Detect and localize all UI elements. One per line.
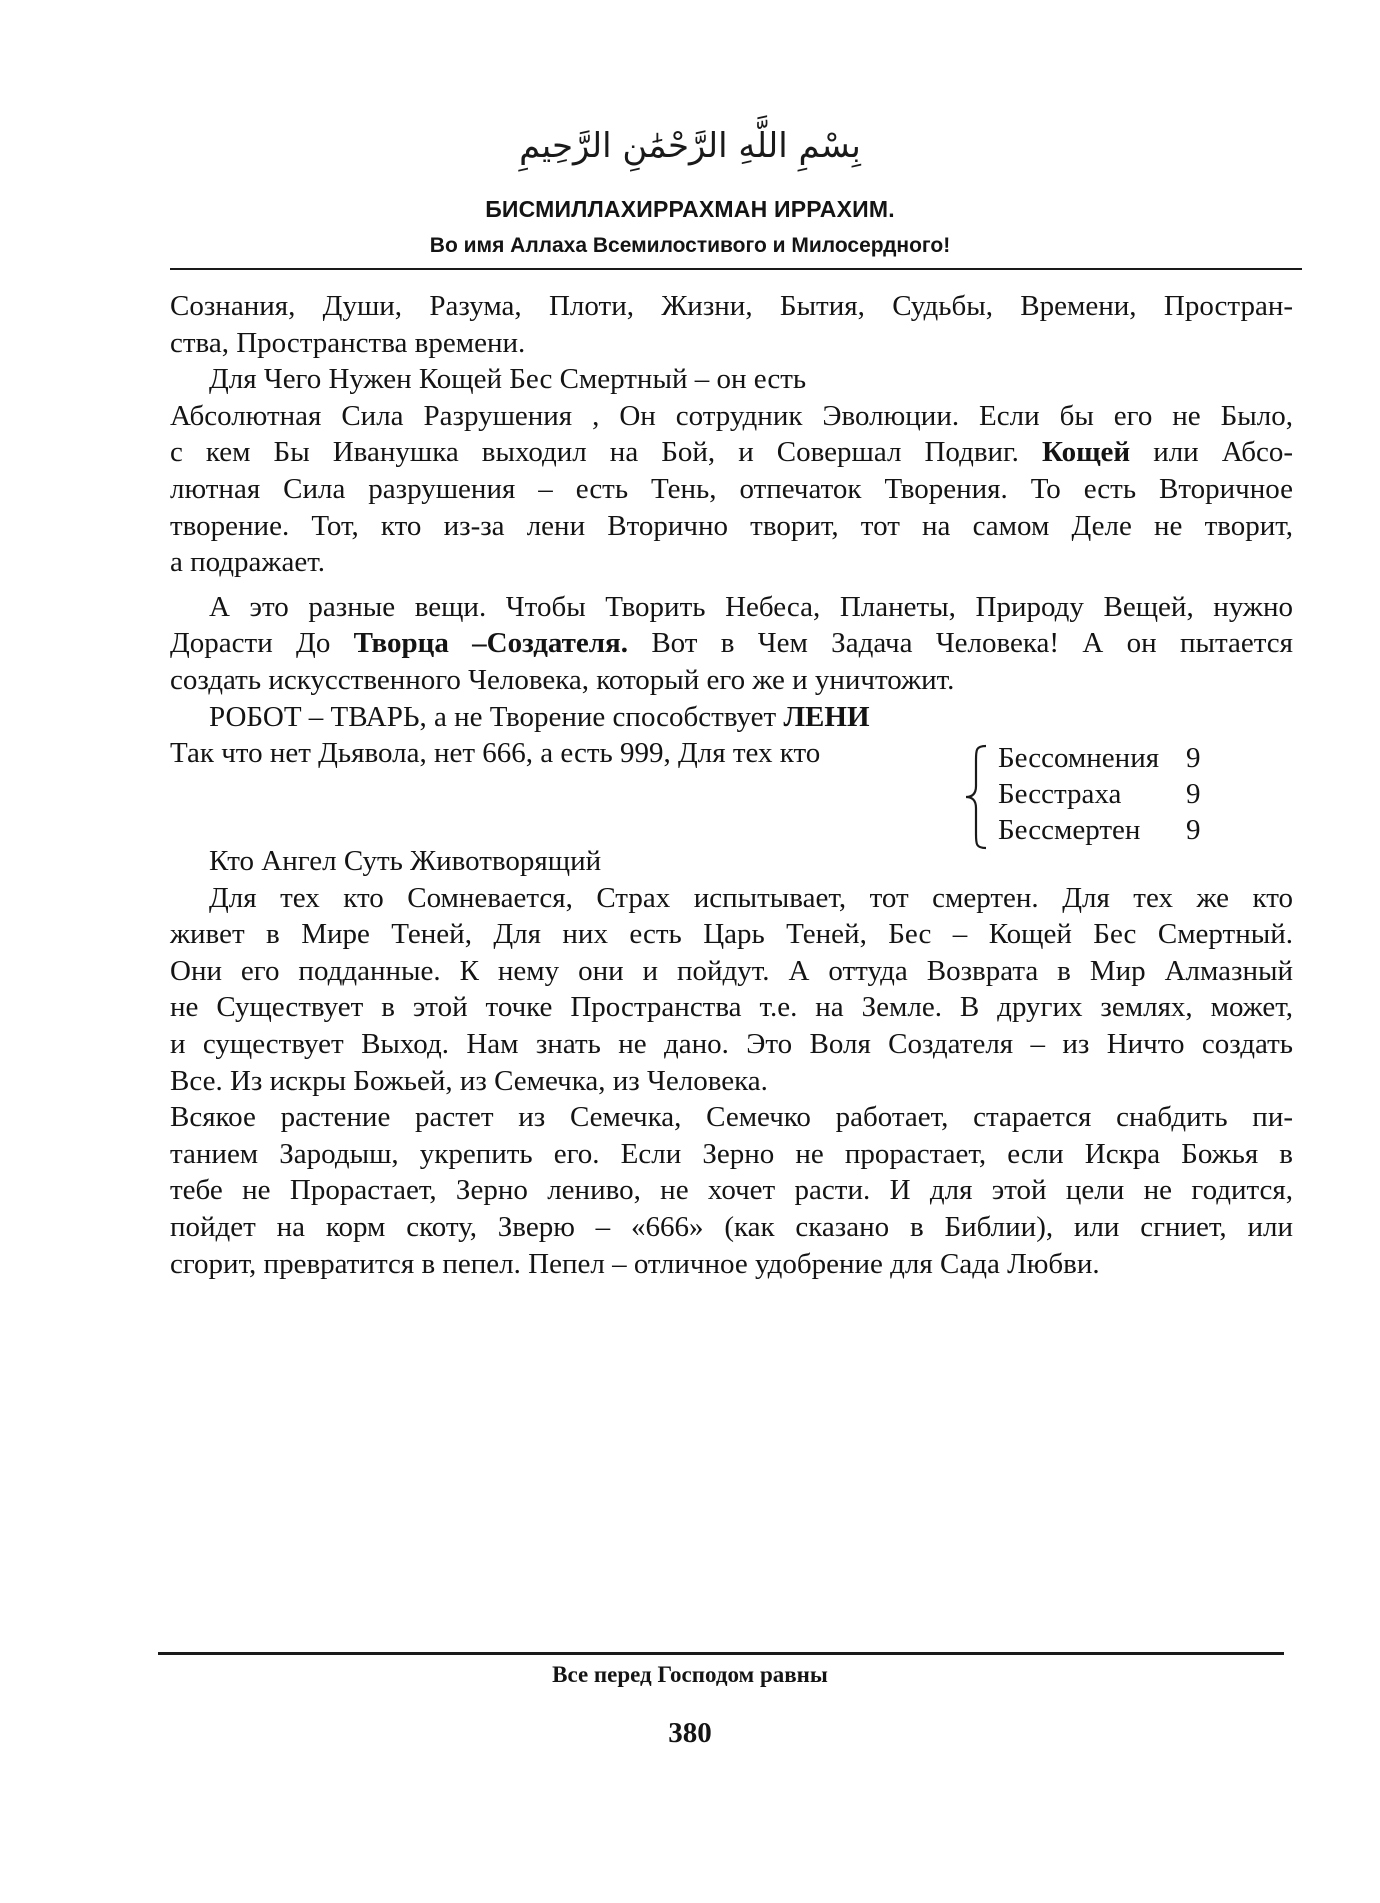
text-segment: с кем Бы Иванушка выходил на Бой, и Совершал Подвиг. bbox=[170, 436, 1019, 469]
bold-term: ЛЕНИ bbox=[783, 700, 870, 733]
text-line: Так что нет Дьявола, нет 666, а есть 999, Для тех кто bbox=[170, 737, 821, 770]
brace-word: Бесстраха bbox=[998, 778, 1122, 810]
text-line: творение. Тот, кто из-за лени Вторично творит, тот на самом Деле не творит, bbox=[170, 509, 1293, 542]
text-line: сгорит, превратится в пепел. Пепел – отличное удобрение для Сада Любви. bbox=[170, 1247, 1100, 1280]
curly-brace-icon bbox=[962, 742, 992, 852]
bismillah-subtitle: Во имя Аллаха Всемилостивого и Милосердного! bbox=[429, 234, 951, 257]
text-line: Они его подданные. К нему они и пойдут. А оттуда Возврата в Мир Алмазный bbox=[170, 954, 1293, 987]
bismillah-calligraphy bbox=[519, 95, 861, 185]
footer-motto: Все перед Господом равны bbox=[552, 1662, 828, 1687]
brace-number: 9 bbox=[1186, 742, 1201, 774]
page-number: 380 bbox=[668, 1717, 712, 1749]
text-line: лютная Сила разрушения – есть Тень, отпечаток Творения. То есть Вторичное bbox=[170, 472, 1293, 505]
text-line: живет в Мире Теней, Для них есть Царь Теней, Бес – Кощей Бес Смертный. bbox=[170, 918, 1293, 951]
text-line: тебе не Прорастает, Зерно лениво, не хочет расти. И для этой цели не годится, bbox=[170, 1174, 1293, 1207]
text-line: Для тех кто Сомневается, Страх испытывает, тот смертен. Для тех же кто bbox=[209, 881, 1293, 914]
text-line: Сознания, Души, Разума, Плоти, Жизни, Бытия, Судьбы, Времени, Простран- bbox=[170, 290, 1293, 322]
text-line: Все. Из искры Божьей, из Семечка, из Человека. bbox=[170, 1064, 768, 1097]
text-line: Всякое растение растет из Семечка, Семечко работает, старается снабдить пи- bbox=[170, 1101, 1293, 1134]
text-line: не Существует в этой точке Пространства т.е. на Земле. В других землях, может, bbox=[170, 991, 1293, 1024]
text-line bbox=[170, 699, 1293, 736]
brace-item bbox=[998, 740, 1201, 776]
text-line: а подражает. bbox=[170, 546, 325, 579]
text-line: ства, Пространства времени. bbox=[170, 326, 526, 359]
text-line: пойдет на корм скоту, Зверю – «666» (как сказано в Библии), или сгниет, или bbox=[170, 1210, 1293, 1243]
text-line: создать искусственного Человека, который его же и уничтожит. bbox=[170, 663, 955, 696]
text-segment: Вот в Чем Задача Человека! А он пытается bbox=[651, 627, 1294, 660]
header-rule bbox=[170, 268, 1302, 270]
text-block-1 bbox=[170, 288, 1293, 772]
text-line: А это разные вещи. Чтобы Творить Небеса, Планеты, Природу Вещей, нужно bbox=[209, 590, 1293, 623]
text-line bbox=[170, 625, 1293, 662]
brace-item bbox=[998, 776, 1201, 812]
text-line: Для Чего Нужен Кощей Бес Смертный – он есть bbox=[209, 363, 807, 396]
text-line: Абсолютная Сила Разрушения , Он сотрудник Эволюции. Если бы его не Было, bbox=[170, 399, 1293, 432]
bismillah-title: БИСМИЛЛАХИРРАХМАН ИРРАХИМ. bbox=[485, 196, 895, 222]
text-line bbox=[170, 434, 1293, 471]
text-line: Кто Ангел Суть Животворящий bbox=[209, 845, 602, 877]
text-line: танием Зародыш, укрепить его. Если Зерно не прорастает, если Искра Божья в bbox=[170, 1137, 1293, 1170]
text-segment: РОБОТ – ТВАРЬ, а не Творение способствует bbox=[209, 700, 777, 733]
text-segment: или Абсо- bbox=[1153, 436, 1293, 469]
brace-word: Бессомнения bbox=[998, 742, 1160, 774]
calligraphy-text: بِسْمِ اللَّهِ الرَّحْمَٰنِ الرَّحِيمِ bbox=[519, 126, 861, 166]
brace-number: 9 bbox=[1186, 814, 1201, 846]
text-line: и существует Выход. Нам знать не дано. Это Воля Создателя – из Ничто создать bbox=[170, 1027, 1293, 1060]
footer-rule bbox=[158, 1652, 1284, 1655]
text-block-2 bbox=[170, 843, 1293, 1282]
text-segment: Дорасти До bbox=[170, 627, 331, 660]
bold-term: Кощей bbox=[1041, 436, 1131, 469]
brace-number: 9 bbox=[1186, 778, 1201, 810]
brace-list bbox=[962, 740, 1222, 850]
bold-term: Творца –Создателя. bbox=[353, 627, 628, 660]
brace-word: Бессмертен bbox=[998, 814, 1141, 846]
